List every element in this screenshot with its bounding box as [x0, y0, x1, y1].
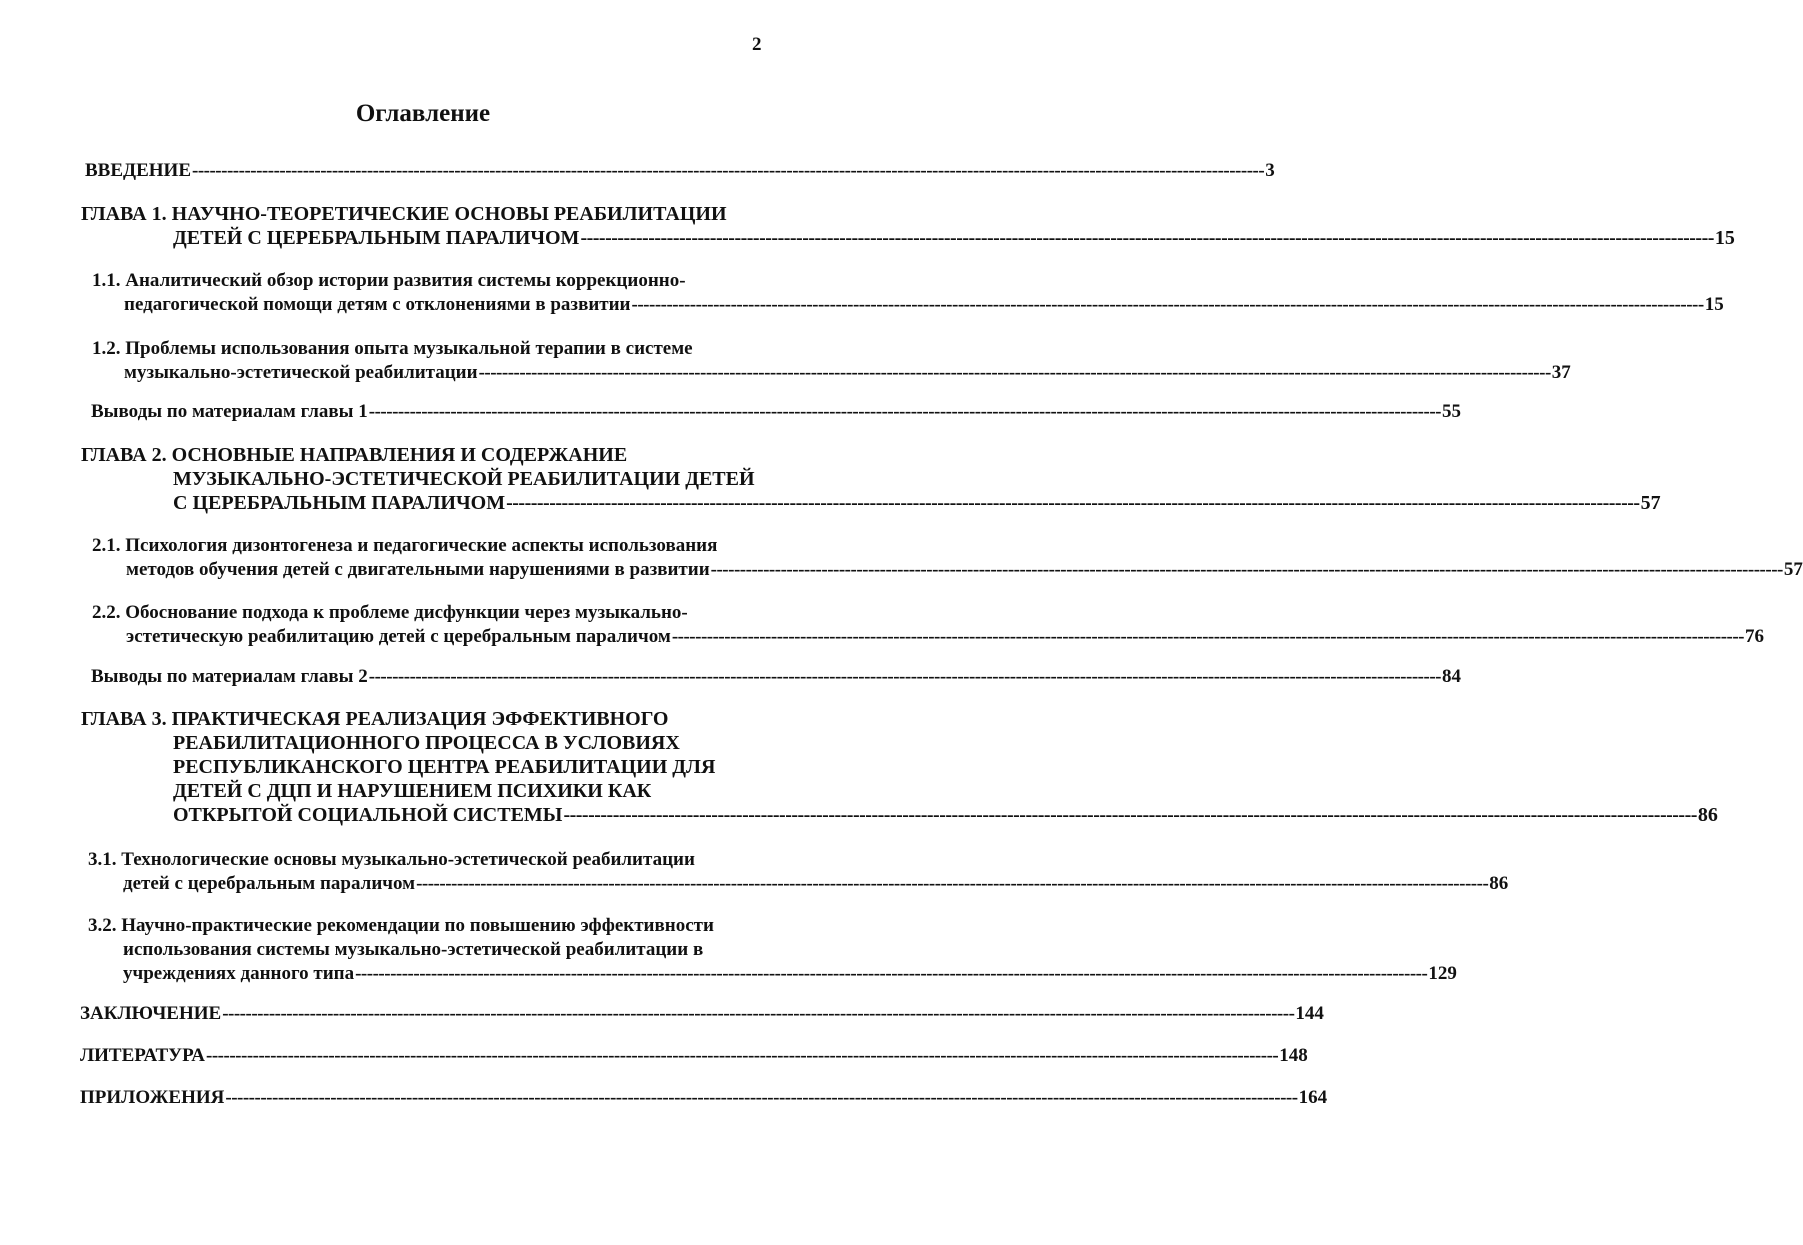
toc-entry: [91, 400, 1461, 424]
toc-entry-text: ЗАКЛЮЧЕНИЕ: [80, 1003, 222, 1024]
toc-leader: ----------------------------------------------------------------------------------------------------------------------------------------------------------------------------------------: [416, 873, 1489, 894]
toc-page-number: 144: [1295, 1003, 1324, 1024]
toc-entry-text: детей с церебральным параличом: [123, 873, 416, 894]
toc-entry-text: Выводы по материалам главы 2: [91, 666, 368, 687]
toc-leader: ----------------------------------------------------------------------------------------------------------------------------------------------------------------------------------------: [368, 666, 1441, 687]
toc-entry-text: РЕСПУБЛИКАНСКОГО ЦЕНТРА РЕАБИЛИТАЦИИ ДЛЯ: [173, 756, 716, 778]
toc-page-number: 3: [1265, 160, 1275, 181]
toc-entry-number: 3.1.: [88, 849, 122, 870]
toc-entry: [88, 848, 1509, 896]
toc-leader: ----------------------------------------------------------------------------------------------------------------------------------------------------------------------------------------: [192, 160, 1265, 181]
toc-page-number: 15: [1714, 227, 1735, 249]
toc-page-number: 148: [1279, 1045, 1308, 1066]
toc-leader: ----------------------------------------------------------------------------------------------------------------------------------------------------------------------------------------: [206, 1045, 1279, 1066]
toc-entry: [80, 1086, 1328, 1110]
toc-entry-text: использования системы музыкально-эстетической реабилитации в: [123, 939, 704, 960]
toc-entry: [92, 601, 1765, 649]
toc-entry-number: 3.2.: [88, 915, 122, 936]
toc-entry-text: педагогической помощи детям с отклонениями в развитии: [124, 294, 631, 315]
toc-entry-text: музыкально-эстетической реабилитации: [124, 362, 478, 383]
toc-entry-number: ГЛАВА 1.: [81, 203, 172, 225]
toc-entry-text: Технологические основы музыкально-эстетической реабилитации: [121, 849, 695, 870]
toc-entry-text: методов обучения детей с двигательными нарушениями в развитии: [126, 559, 710, 580]
toc-leader: ----------------------------------------------------------------------------------------------------------------------------------------------------------------------------------------: [355, 963, 1428, 984]
toc-entry-text: ПРИЛОЖЕНИЯ: [80, 1087, 225, 1108]
toc-entry-text: учреждениях данного типа: [123, 963, 355, 984]
toc-entry: [80, 1002, 1324, 1026]
toc-entry-text: С ЦЕРЕБРАЛЬНЫМ ПАРАЛИЧОМ: [173, 492, 506, 514]
toc-entry: [88, 914, 1457, 986]
toc-entry-number: 2.2.: [92, 602, 126, 623]
toc-page-number: 57: [1640, 492, 1661, 514]
toc-entry-text: Обоснование подхода к проблеме дисфункции через музыкально-: [125, 602, 688, 623]
toc-entry-text: НАУЧНО-ТЕОРЕТИЧЕСКИЕ ОСНОВЫ РЕАБИЛИТАЦИИ: [171, 203, 727, 225]
toc-leader: ----------------------------------------------------------------------------------------------------------------------------------------------------------------------------------------: [506, 492, 1640, 514]
toc-leader: ----------------------------------------------------------------------------------------------------------------------------------------------------------------------------------------: [580, 227, 1714, 249]
page-number: 2: [752, 34, 762, 55]
toc-entry-text: эстетическую реабилитацию детей с церебральным параличом: [126, 626, 671, 647]
toc-leader: ----------------------------------------------------------------------------------------------------------------------------------------------------------------------------------------: [563, 804, 1697, 826]
toc-leader: ----------------------------------------------------------------------------------------------------------------------------------------------------------------------------------------: [222, 1003, 1295, 1024]
toc-page-number: 86: [1489, 873, 1509, 894]
toc-entry-text: РЕАБИЛИТАЦИОННОГО ПРОЦЕССА В УСЛОВИЯХ: [173, 732, 680, 754]
toc-entry: [92, 534, 1803, 582]
toc-page-number: 15: [1704, 294, 1724, 315]
toc-page-number: 57: [1783, 559, 1803, 580]
toc-page-number: 84: [1441, 666, 1461, 687]
toc-entry: [81, 443, 1661, 515]
toc-entry-text: ЛИТЕРАТУРА: [80, 1045, 206, 1066]
toc-entry: [85, 159, 1275, 183]
toc-entry: [81, 202, 1735, 250]
toc-entry-number: ГЛАВА 2.: [81, 444, 172, 466]
toc-leader: ----------------------------------------------------------------------------------------------------------------------------------------------------------------------------------------: [710, 559, 1783, 580]
toc-leader: ----------------------------------------------------------------------------------------------------------------------------------------------------------------------------------------: [225, 1087, 1298, 1108]
toc-entry-number: 1.2.: [92, 338, 126, 359]
toc-leader: ----------------------------------------------------------------------------------------------------------------------------------------------------------------------------------------: [671, 626, 1745, 647]
toc-entry: [80, 1044, 1308, 1068]
toc-leader: ----------------------------------------------------------------------------------------------------------------------------------------------------------------------------------------: [631, 294, 1704, 315]
toc-entry-text: Аналитический обзор истории развития системы коррекционно-: [125, 270, 686, 291]
toc-entry-text: ОСНОВНЫЕ НАПРАВЛЕНИЯ И СОДЕРЖАНИЕ: [171, 444, 628, 466]
toc-entry-text: ВВЕДЕНИЕ: [85, 160, 191, 181]
toc-entry-number: ГЛАВА 3.: [81, 708, 172, 730]
toc-entry-text: ОТКРЫТОЙ СОЦИАЛЬНОЙ СИСТЕМЫ: [173, 804, 563, 826]
toc-entry-text: ДЕТЕЙ С ДЦП И НАРУШЕНИЕМ ПСИХИКИ КАК: [173, 780, 652, 802]
toc-entry: [81, 707, 1718, 827]
toc-entry-text: ДЕТЕЙ С ЦЕРЕБРАЛЬНЫМ ПАРАЛИЧОМ: [173, 227, 580, 249]
toc-leader: ----------------------------------------------------------------------------------------------------------------------------------------------------------------------------------------: [368, 401, 1441, 422]
toc-entry-text: МУЗЫКАЛЬНО-ЭСТЕТИЧЕСКОЙ РЕАБИЛИТАЦИИ ДЕТЕЙ: [173, 468, 755, 490]
toc-page-number: 129: [1428, 963, 1457, 984]
toc-entry-text: Научно-практические рекомендации по повышению эффективности: [121, 915, 714, 936]
toc-entry-text: Выводы по материалам главы 1: [91, 401, 368, 422]
toc-page-number: 164: [1298, 1087, 1328, 1108]
toc-entry: [92, 269, 1724, 317]
toc-page-number: 37: [1551, 362, 1571, 383]
toc-entry-text: ПРАКТИЧЕСКАЯ РЕАЛИЗАЦИЯ ЭФФЕКТИВНОГО: [171, 708, 669, 730]
toc-entry-text: Психология дизонтогенеза и педагогические аспекты использования: [125, 535, 718, 556]
toc-entry: [92, 337, 1571, 385]
toc-entry: [91, 665, 1461, 689]
toc-page-number: 86: [1697, 804, 1718, 826]
toc-leader: ----------------------------------------------------------------------------------------------------------------------------------------------------------------------------------------: [478, 362, 1551, 383]
toc-entry-number: 1.1.: [92, 270, 126, 291]
page-title: Оглавление: [355, 100, 491, 127]
toc-entry-text: Проблемы использования опыта музыкальной терапии в системе: [125, 338, 693, 359]
toc-page-number: 55: [1441, 401, 1461, 422]
toc-entry-number: 2.1.: [92, 535, 126, 556]
toc-page-number: 76: [1745, 626, 1765, 647]
